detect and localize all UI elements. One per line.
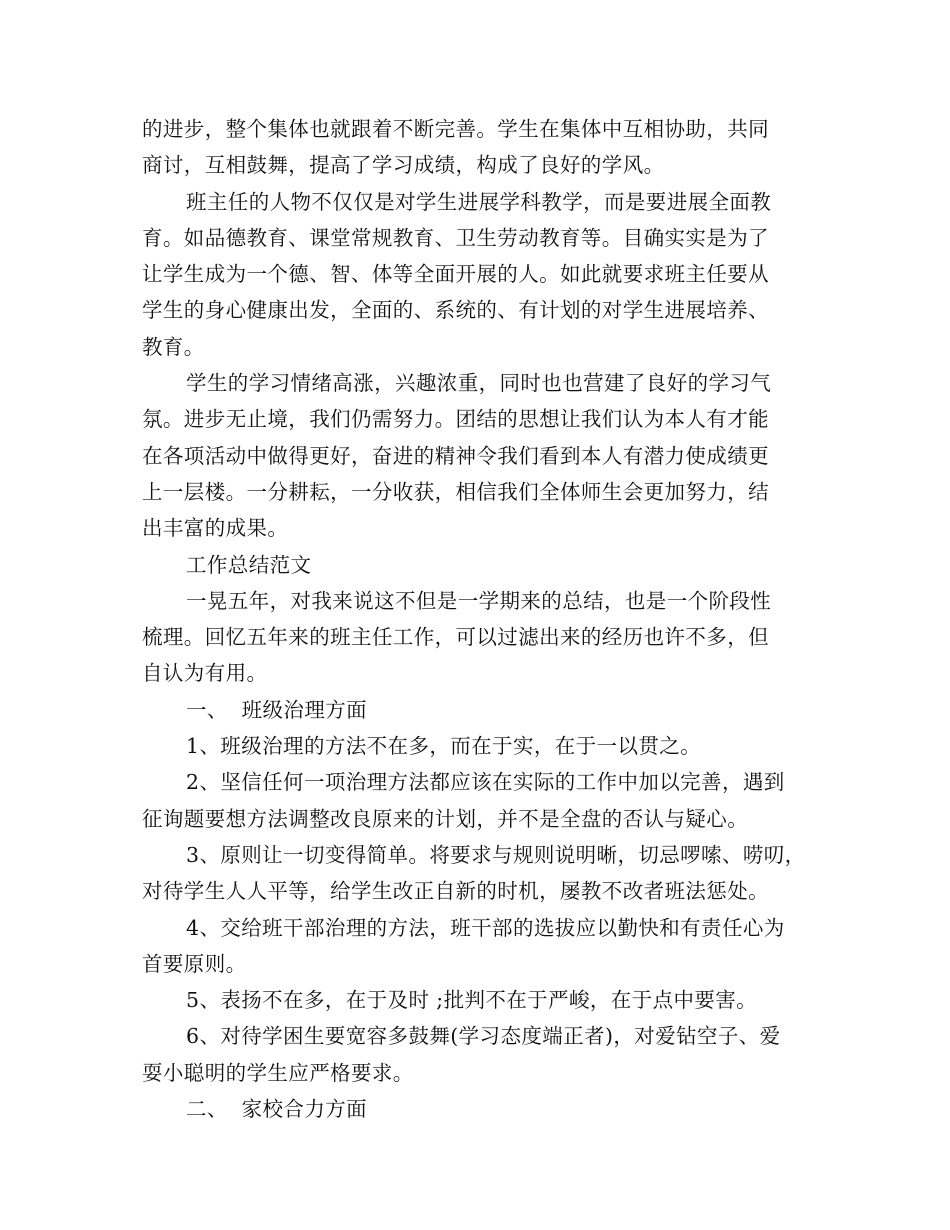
text-line: 学生的学习情绪高涨，兴趣浓重，同时也也营建了良好的学习气 [186,371,772,396]
text-line: 6、对待学困生要宽容多鼓舞(学习态度端正者)，对爱钻空子、爱 [186,1024,781,1049]
text-line: 商讨，互相鼓舞，提高了学习成绩，构成了良好的学风。 [142,153,665,178]
text-line: 5、表扬不在多，在于及时 ;批判不在于严峻，在于点中要害。 [186,988,758,1013]
text-line: 班主任的人物不仅仅是对学生进展学科教学，而是要进展全面教 [186,189,772,214]
text-line: 3、原则让一切变得简单。将要求与规则说明晰，切忌啰嗦、唠叨， [186,842,806,867]
text-line: 4、交给班干部治理的方法，班干部的选拔应以勤快和有责任心为 [186,915,785,940]
text-line: 让学生成为一个德、智、体等全面开展的人。如此就要求班主任要从 [142,262,769,287]
text-line: 育。如品德教育、课堂常规教育、卫生劳动教育等。目确实实是为了 [142,225,769,250]
document-body [142,111,832,1127]
text-line: 在各项活动中做得更好，奋进的精神令我们看到本人有潜力使成绩更 [142,443,769,468]
text-line: 出丰富的成果。 [142,516,289,541]
text-line: 氛。进步无止境，我们仍需努力。团结的思想让我们认为本人有才能 [142,407,769,432]
text-line: 一、 班级治理方面 [186,697,368,722]
text-line: 自认为有用。 [142,661,268,686]
text-line: 征询题要想方法调整改良原来的计划，并不是全盘的否认与疑心。 [142,806,749,831]
text-line: 对待学生人人平等，给学生改正自新的时机，屡教不改者班法惩处。 [142,879,769,904]
text-line: 2、坚信任何一项治理方法都应该在实际的工作中加以完善，遇到 [186,770,785,795]
text-line: 上一层楼。一分耕耘，一分收获，相信我们全体师生会更加努力，结 [142,479,769,504]
text-line: 首要原则。 [142,951,247,976]
text-line: 耍小聪明的学生应严格要求。 [142,1060,414,1085]
text-line: 一晃五年，对我来说这不但是一学期来的总结，也是一个阶段性 [186,588,772,613]
text-line: 的进步，整个集体也就跟着不断完善。学生在集体中互相协助，共同 [142,117,769,141]
text-line: 工作总结范文 [186,552,312,577]
text-line: 教育。 [142,334,205,359]
text-line: 学生的身心健康出发，全面的、系统的、有计划的对学生进展培养、 [142,298,769,323]
text-line: 1、班级治理的方法不在多，而在于实，在于一以贯之。 [186,734,702,759]
text-line: 二、 家校合力方面 [186,1097,368,1122]
text-line: 梳理。回忆五年来的班主任工作，可以过滤出来的经历也许不多，但 [142,625,769,650]
